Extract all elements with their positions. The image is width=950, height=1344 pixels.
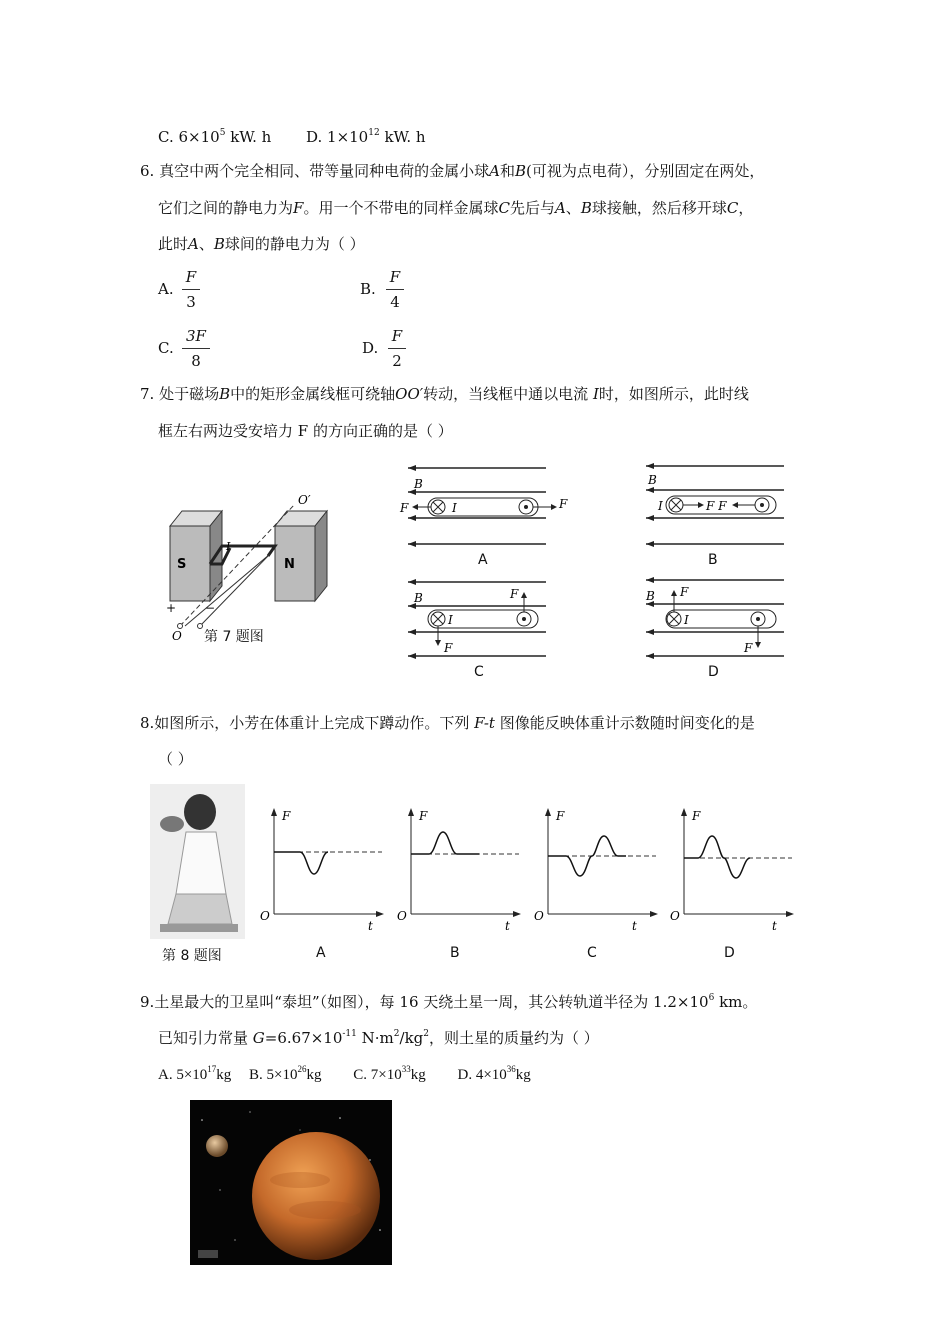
q8-figure-caption: 第 8 题图 (162, 948, 222, 964)
q6-option-a-label: A. (158, 280, 174, 298)
q7-option-d-label: D (708, 664, 719, 680)
svg-text:t: t (632, 919, 637, 931)
q7-option-b-figure (636, 460, 796, 560)
axis-o-label: O (172, 629, 182, 643)
svg-text:F: F (444, 641, 453, 655)
svg-text:I: I (452, 501, 457, 515)
q8-option-d-label: D (724, 945, 735, 961)
q7-magnet-figure (160, 486, 335, 646)
q9-option-b: B. $5\times 10^{26}kg$ (249, 1064, 322, 1083)
q7-option-b-label: B (708, 552, 718, 568)
q6-option-d-label: D. (362, 339, 379, 357)
q7-stem-line2: 框左右两边受安培力 F 的方向正确的是（ ） (158, 422, 453, 440)
svg-text:F F: F F (706, 499, 727, 513)
q7-figure-caption: 第 7 题图 (204, 629, 264, 645)
svg-text:O: O (670, 909, 680, 923)
svg-text:F: F (510, 587, 519, 601)
svg-text:B: B (414, 477, 423, 491)
q6-stem-line3: 此时A、B球间的静电力为（ ） (158, 235, 365, 253)
svg-text:F: F (744, 641, 753, 655)
q5-option-c: C. $6\times 10^5$ kW. h (158, 128, 272, 146)
svg-text:F: F (556, 809, 565, 823)
q5-option-d: D. $1\times 10^{12}$ kW. h (306, 128, 426, 146)
q6-option-a-fraction: $\frac{F}{3}$ (182, 268, 200, 311)
svg-text:I: I (658, 499, 663, 513)
q9-stem-line1: 9.土星最大的卫星叫“泰坦”（如图），每 16 天绕土星一周，其公转轨道半径为 $1.2\times 10^6$ km。 (140, 993, 758, 1011)
svg-text:I: I (448, 613, 453, 627)
q7-option-a-label: A (478, 552, 488, 568)
svg-text:F: F (680, 585, 689, 599)
svg-text:O: O (260, 909, 270, 923)
q8-graph-a (258, 806, 388, 931)
q9-saturn-titan-image (190, 1100, 392, 1265)
magnet-n-label: N (284, 557, 295, 572)
q7-option-c-label: C (474, 664, 484, 680)
q8-graph-c (532, 806, 662, 931)
magnet-s-label: S (177, 557, 187, 572)
q6-option-d-fraction: $\frac{F}{2}$ (388, 327, 406, 370)
q6-option-b-fraction: $\frac{F}{4}$ (386, 268, 404, 311)
svg-text:F: F (559, 497, 568, 511)
q6-stem-line2: 它们之间的静电力为F。用一个不带电的同样金属球C先后与A、B球接触，然后移开球C， (158, 199, 754, 217)
svg-text:t: t (505, 919, 510, 931)
svg-text:O: O (397, 909, 407, 923)
q8-option-c-label: C (587, 945, 597, 961)
q8-graph-d (668, 806, 798, 931)
svg-text:F: F (419, 809, 428, 823)
svg-text:B: B (414, 591, 423, 605)
q7-option-c-figure (398, 574, 578, 664)
svg-text:I: I (684, 613, 689, 627)
q8-option-b-label: B (450, 945, 460, 961)
svg-text:B: B (648, 473, 657, 487)
q8-graph-b (395, 806, 525, 931)
axis-oprime-label: O′ (298, 493, 311, 507)
svg-text:F: F (282, 809, 291, 823)
q7-stem-line1: 7. 处于磁场B中的矩形金属线框可绕轴OO′转动，当线框中通以电流 I时，如图所示，此时线 (140, 385, 749, 403)
svg-text:t: t (368, 919, 373, 931)
q9-option-a: A. $5\times 10^{17}kg$ (158, 1064, 232, 1083)
terminal-plus-label: + (166, 601, 177, 615)
q9-stem-line2: 已知引力常量 $G=6.67\times 10^{-11}$ $N\cdot m^2/kg^2$，则土星的质量约为（ ） (158, 1029, 599, 1047)
q6-stem-line1: 6. 真空中两个完全相同、带等量同种电荷的金属小球A和B(可视为点电荷），分别固定在两处， (140, 162, 765, 180)
svg-text:F: F (400, 501, 409, 515)
q9-options (158, 1065, 531, 1085)
q8-stem-line2: （ ） (158, 750, 193, 768)
q6-option-c-label: C. (158, 339, 174, 357)
svg-text:t: t (772, 919, 777, 931)
q9-option-d: D. $4\times 10^{36}kg$ (457, 1064, 531, 1083)
q8-option-a-label: A (316, 945, 326, 961)
current-i-label: I (226, 540, 231, 553)
q6-option-b-label: B. (360, 280, 376, 298)
q8-photo-figure (150, 784, 245, 939)
q7-option-a-figure (398, 460, 578, 560)
q7-option-d-figure (636, 574, 796, 664)
q8-stem-line1: 8.如图所示，小芳在体重计上完成下蹲动作。下列 F-t 图像能反映体重计示数随时间变化的是 (140, 714, 755, 732)
q6-option-c-fraction: $\frac{3F}{8}$ (182, 327, 210, 370)
svg-text:B: B (646, 589, 655, 603)
q9-option-c: C. $7\times 10^{33}kg$ (353, 1064, 426, 1083)
svg-text:F: F (692, 809, 701, 823)
terminal-minus-label: − (205, 601, 216, 615)
svg-text:O: O (534, 909, 544, 923)
